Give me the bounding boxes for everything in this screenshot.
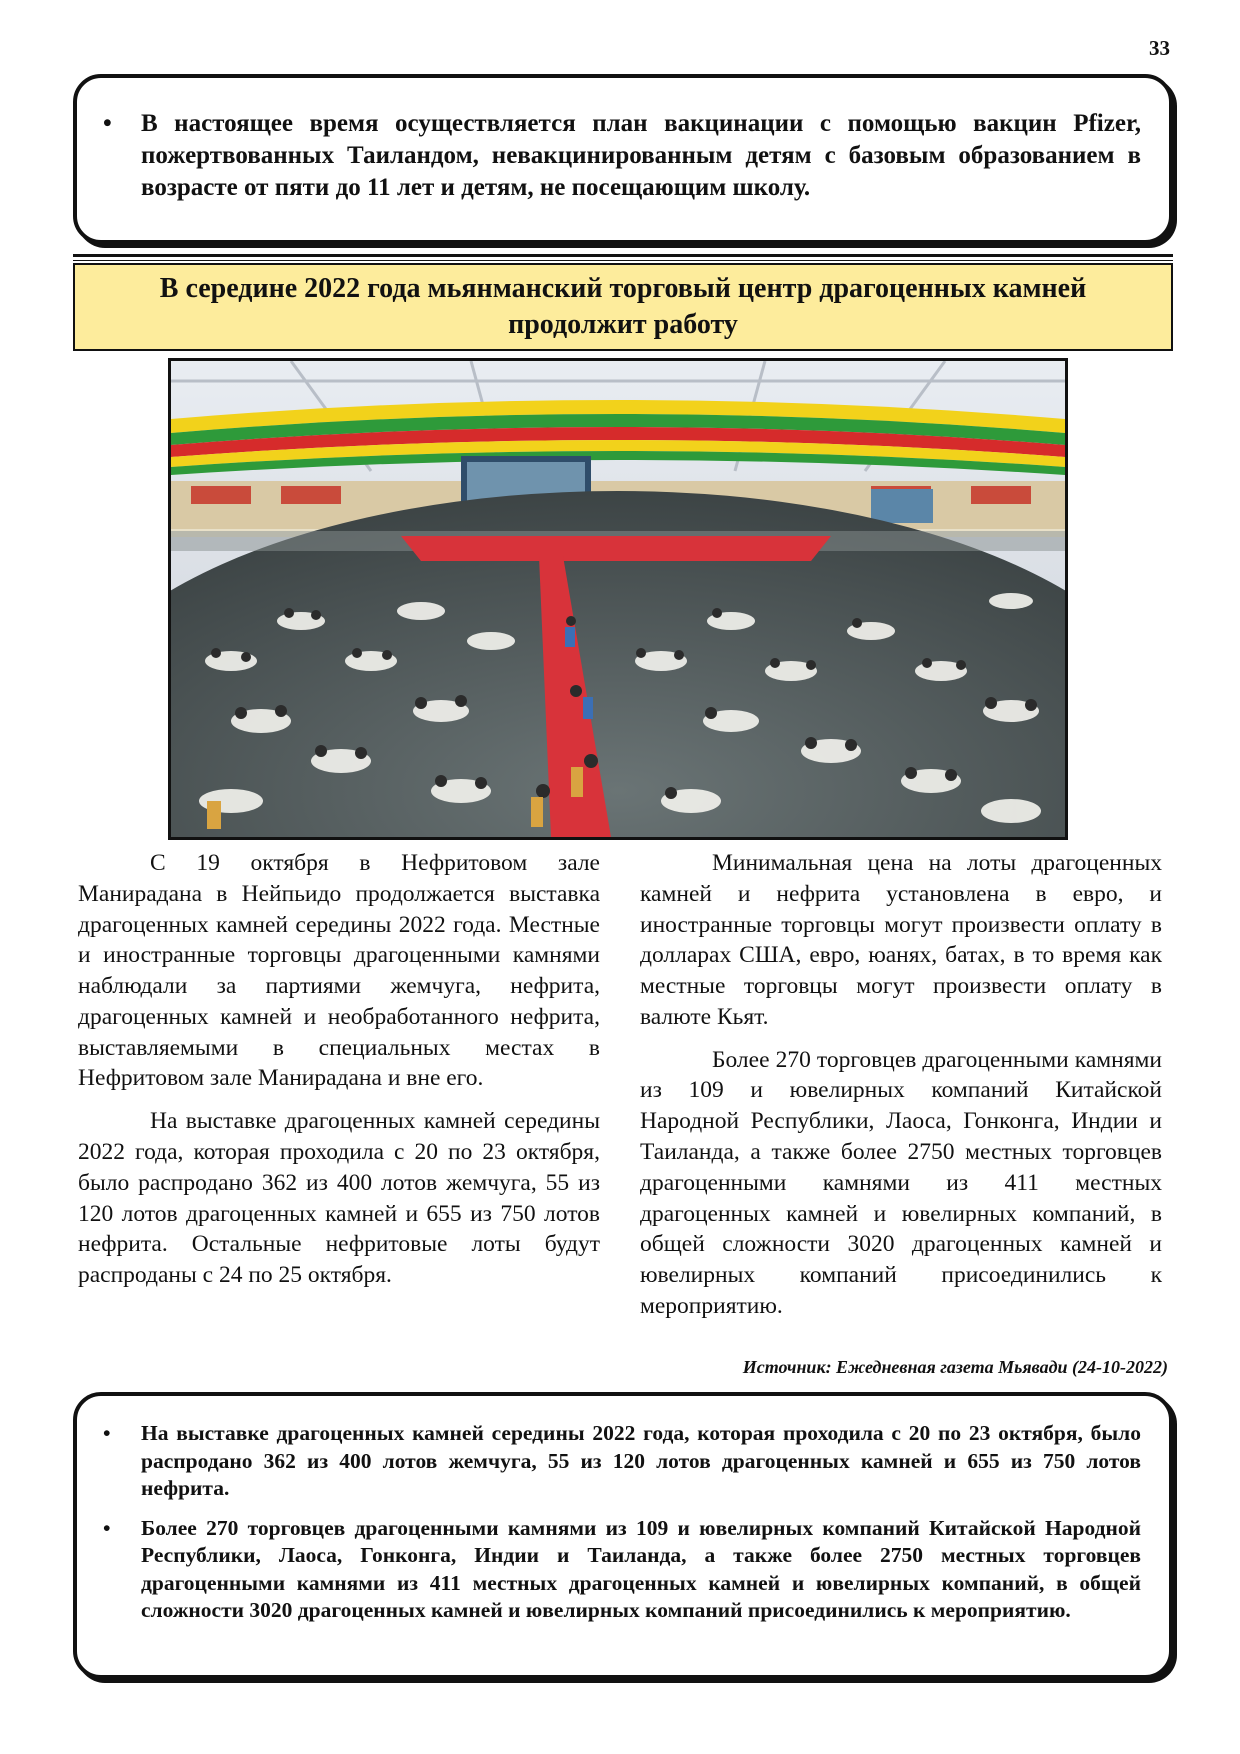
article-paragraph: На выставке драгоценных камней середины 2022 года, которая проходила с 20 по 23 октября, было распродано 362 из 400 лотов жемчуга, 55 из 120 лотов драгоценных камней и 655 из 750 лотов нефрита. Остальные нефритовые лоты будут распроданы с 24 по 25 октября.	[78, 1108, 600, 1289]
page-number: 33	[1149, 36, 1170, 60]
bullet-list	[93, 1420, 1141, 1625]
article-headline: В середине 2022 года мьянманский торговый центр драгоценных камней продолжит работу	[73, 263, 1173, 351]
divider-line-thin	[73, 260, 1173, 261]
article-paragraph: Более 270 торговцев драгоценными камнями из 109 и ювелирных компаний Китайской Народной Республики, Лаоса, Гонконга, Индии и Таиланда, а также более 2750 местных торговцев драгоценными камнями из 411 местных драгоценных камней и ювелирных компаний, в общей сложности 3020 драгоценных камней и ювелирных компаний присоединились к мероприятию.	[640, 1046, 1162, 1319]
article-paragraph: С 19 октября в Нефритовом зале Манирадана в Нейпьидо продолжается выставка драгоценных камней середины 2022 года. Местные и иностранные торговцы драгоценными камнями наблюдали за партиями жемчуга, нефрита, драгоценных камней и необработанного нефрита, выставляемыми в специальных местах в Нефритовом зале Манирадана и вне его.	[78, 850, 600, 1092]
summary-box-top	[73, 74, 1173, 244]
divider-line	[73, 254, 1173, 257]
summary-box-bottom	[73, 1392, 1173, 1679]
bullet-item: • В настоящее время осуществляется план вакцинации с помощью вакцин Pfizer, пожертвованных Таиландом, невакцинированным детям с базовым образованием в возрасте от пяти до 11 лет и детям, не посещающим школу.	[141, 108, 1141, 204]
source-citation: Источник: Ежедневная газета Мьявади (24-10-2022)	[742, 1357, 1168, 1377]
bullet-list	[93, 108, 1141, 204]
article-column-right	[640, 848, 1162, 1334]
article-paragraph: Минимальная цена на лоты драгоценных камней и нефрита установлена в евро, и иностранные торговцы могут произвести оплату в долларах США, евро, юанях, батах, в то время как местные торговцы могут произвести оплату в валюте Кьят.	[640, 850, 1162, 1030]
photo-illustration	[171, 361, 1065, 837]
article-column-left	[78, 848, 600, 1303]
bullet-item: • Более 270 торговцев драгоценными камнями из 109 и ювелирных компаний Китайской Народной Республики, Лаоса, Гонконга, Индии и Таиланда, а также более 2750 местных торговцев драгоценными камнями из 411 местных драгоценных камней и ювелирных компаний, в общей сложности 3020 драгоценных камней и ювелирных компаний присоединились к мероприятию.	[141, 1515, 1141, 1625]
bullet-item: • На выставке драгоценных камней середины 2022 года, которая проходила с 20 по 23 октября, было распродано 362 из 400 лотов жемчуга, 55 из 120 лотов драгоценных камней и 655 из 750 лотов нефрита.	[141, 1420, 1141, 1503]
exhibition-hall-photo	[168, 358, 1068, 840]
